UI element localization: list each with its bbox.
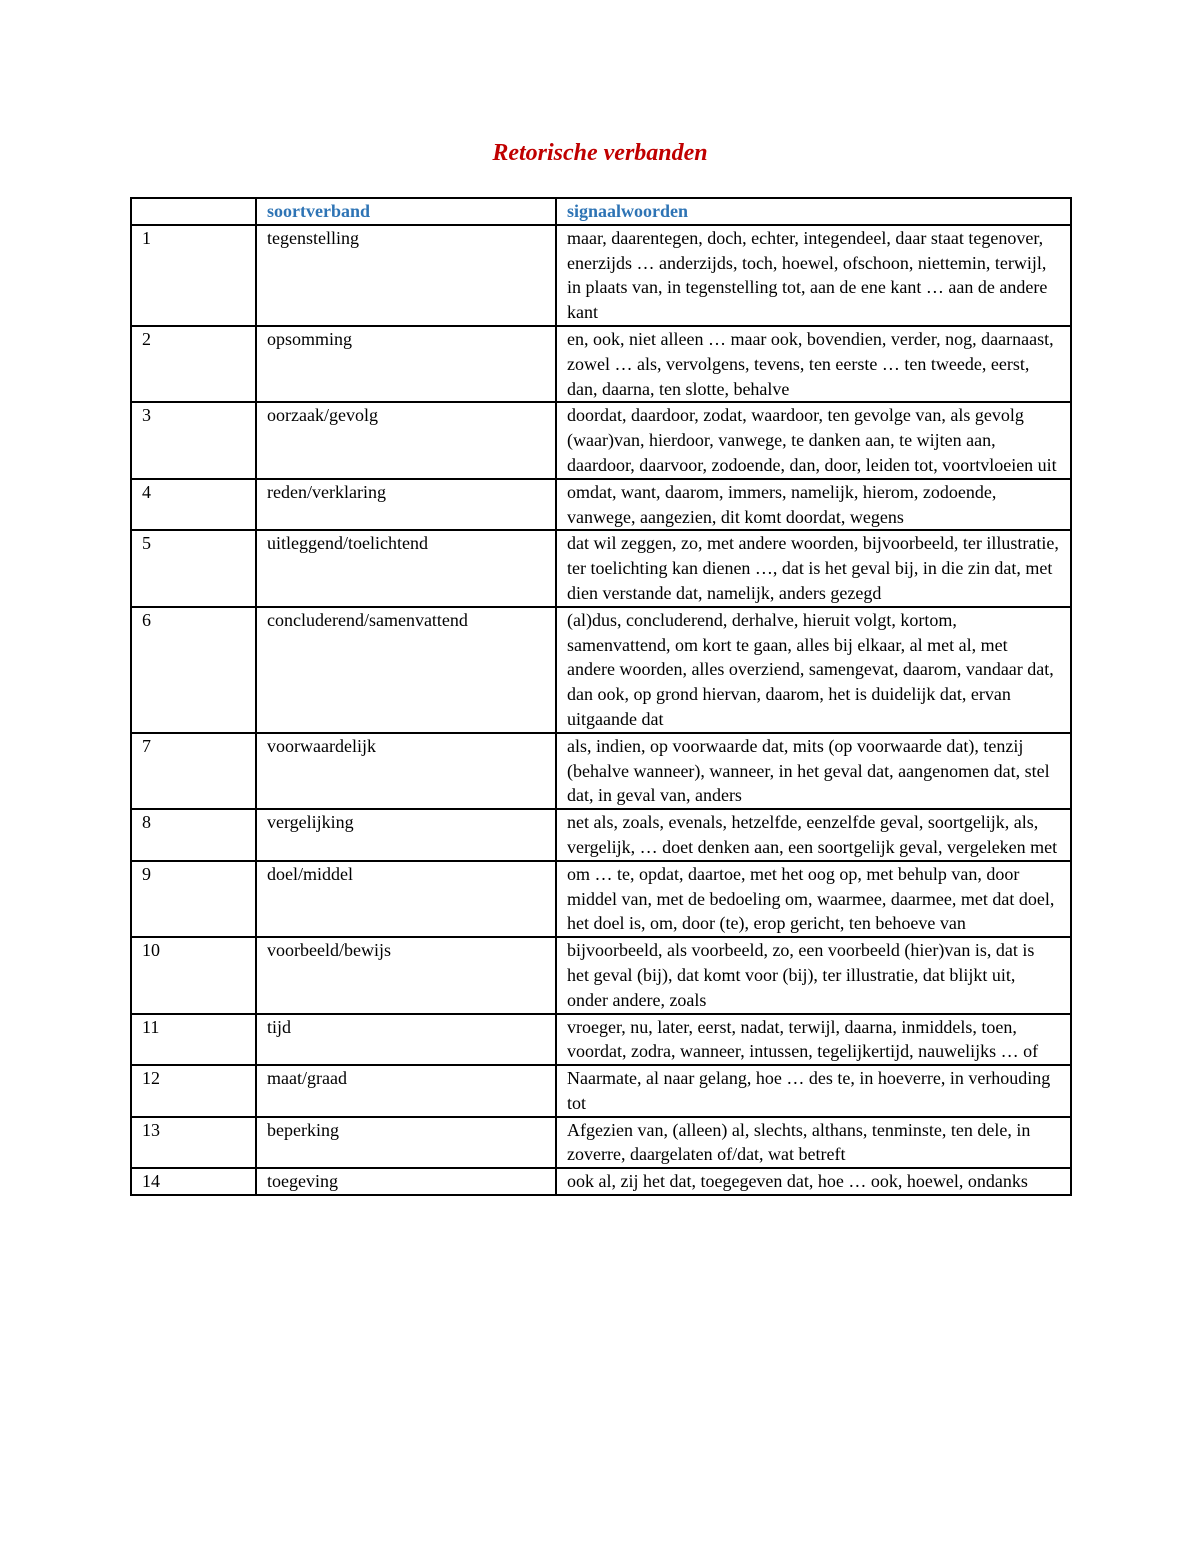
row-words: bijvoorbeeld, als voorbeeld, zo, een voorbeeld (hier)van is, dat is het geval (bij), dat komt voor (bij), ter illustratie, dat blijkt uit, onder andere, zoals [556, 937, 1071, 1013]
row-type: maat/graad [256, 1065, 556, 1117]
row-type: oorzaak/gevolg [256, 402, 556, 478]
row-type: voorwaardelijk [256, 733, 556, 809]
row-number: 9 [131, 861, 256, 937]
row-words: en, ook, niet alleen … maar ook, bovendien, verder, nog, daarnaast, zowel … als, vervolgens, tevens, ten eerste … ten tweede, eerst, dan, daarna, ten slotte, behalve [556, 326, 1071, 402]
row-type: toegeving [256, 1168, 556, 1195]
row-type: tijd [256, 1014, 556, 1066]
header-num [131, 198, 256, 225]
row-number: 11 [131, 1014, 256, 1066]
header-signaalwoorden: signaalwoorden [556, 198, 1071, 225]
table-row [131, 861, 1071, 937]
row-type: tegenstelling [256, 225, 556, 326]
row-type: reden/verklaring [256, 479, 556, 531]
row-number: 1 [131, 225, 256, 326]
table-row [131, 530, 1071, 606]
table-row [131, 733, 1071, 809]
page-title: Retorische verbanden [492, 140, 708, 166]
row-type: uitleggend/toelichtend [256, 530, 556, 606]
row-number: 7 [131, 733, 256, 809]
row-number: 8 [131, 809, 256, 861]
header-soortverband: soortverband [256, 198, 556, 225]
row-type: concluderend/samenvattend [256, 607, 556, 733]
table-row [131, 1065, 1071, 1117]
table-row [131, 402, 1071, 478]
row-type: beperking [256, 1117, 556, 1169]
row-number: 5 [131, 530, 256, 606]
row-words: doordat, daardoor, zodat, waardoor, ten gevolge van, als gevolg (waar)van, hierdoor, vanwege, te danken aan, te wijten aan, daardoor, daarvoor, zodoende, dan, door, leiden tot, voortvloeien uit [556, 402, 1071, 478]
row-words: Afgezien van, (alleen) al, slechts, althans, tenminste, ten dele, in zoverre, daargelaten of/dat, wat betreft [556, 1117, 1071, 1169]
row-number: 2 [131, 326, 256, 402]
table-row [131, 479, 1071, 531]
table-header-row [131, 198, 1071, 225]
table-row [131, 1117, 1071, 1169]
row-words: omdat, want, daarom, immers, namelijk, hierom, zodoende, vanwege, aangezien, dit komt doordat, wegens [556, 479, 1071, 531]
row-number: 10 [131, 937, 256, 1013]
row-words: maar, daarentegen, doch, echter, integendeel, daar staat tegenover, enerzijds … anderzijds, toch, hoewel, ofschoon, niettemin, terwijl, in plaats van, in tegenstelling tot, aan de ene kant … aan de andere kant [556, 225, 1071, 326]
row-words: dat wil zeggen, zo, met andere woorden, bijvoorbeeld, ter illustratie, ter toelichting kan dienen …, dat is het geval bij, in die zin dat, met dien verstande dat, namelijk, anders gezegd [556, 530, 1071, 606]
row-words: vroeger, nu, later, eerst, nadat, terwijl, daarna, inmiddels, toen, voordat, zodra, wanneer, intussen, tegelijkertijd, nauwelijks … of [556, 1014, 1071, 1066]
row-number: 6 [131, 607, 256, 733]
table-row [131, 937, 1071, 1013]
table-row [131, 225, 1071, 326]
row-words: (al)dus, concluderend, derhalve, hieruit volgt, kortom, samenvattend, om kort te gaan, alles bij elkaar, al met al, met andere woorden, alles overziend, samengevat, daarom, vandaar dat, dan ook, op grond hiervan, daarom, het is duidelijk dat, ervan uitgaande dat [556, 607, 1071, 733]
row-number: 13 [131, 1117, 256, 1169]
row-type: voorbeeld/bewijs [256, 937, 556, 1013]
row-number: 3 [131, 402, 256, 478]
row-words: als, indien, op voorwaarde dat, mits (op voorwaarde dat), tenzij (behalve wanneer), wanneer, in het geval dat, aangenomen dat, stel dat, in geval van, anders [556, 733, 1071, 809]
row-type: opsomming [256, 326, 556, 402]
row-words: om … te, opdat, daartoe, met het oog op, met behulp van, door middel van, met de bedoeling om, waarmee, daarmee, met dat doel, het doel is, om, door (te), erop gericht, ten behoeve van [556, 861, 1071, 937]
row-words: ook al, zij het dat, toegegeven dat, hoe … ook, hoewel, ondanks [556, 1168, 1071, 1195]
verbanden-table [130, 197, 1072, 1196]
row-words: net als, zoals, evenals, hetzelfde, eenzelfde geval, soortgelijk, als, vergelijk, … doet denken aan, een soortgelijk geval, vergeleken met [556, 809, 1071, 861]
table-row [131, 809, 1071, 861]
row-type: vergelijking [256, 809, 556, 861]
row-number: 4 [131, 479, 256, 531]
table-row [131, 1014, 1071, 1066]
row-type: doel/middel [256, 861, 556, 937]
table-row [131, 1168, 1071, 1195]
table-row [131, 607, 1071, 733]
row-words: Naarmate, al naar gelang, hoe … des te, in hoeverre, in verhouding tot [556, 1065, 1071, 1117]
table-row [131, 326, 1071, 402]
row-number: 14 [131, 1168, 256, 1195]
row-number: 12 [131, 1065, 256, 1117]
